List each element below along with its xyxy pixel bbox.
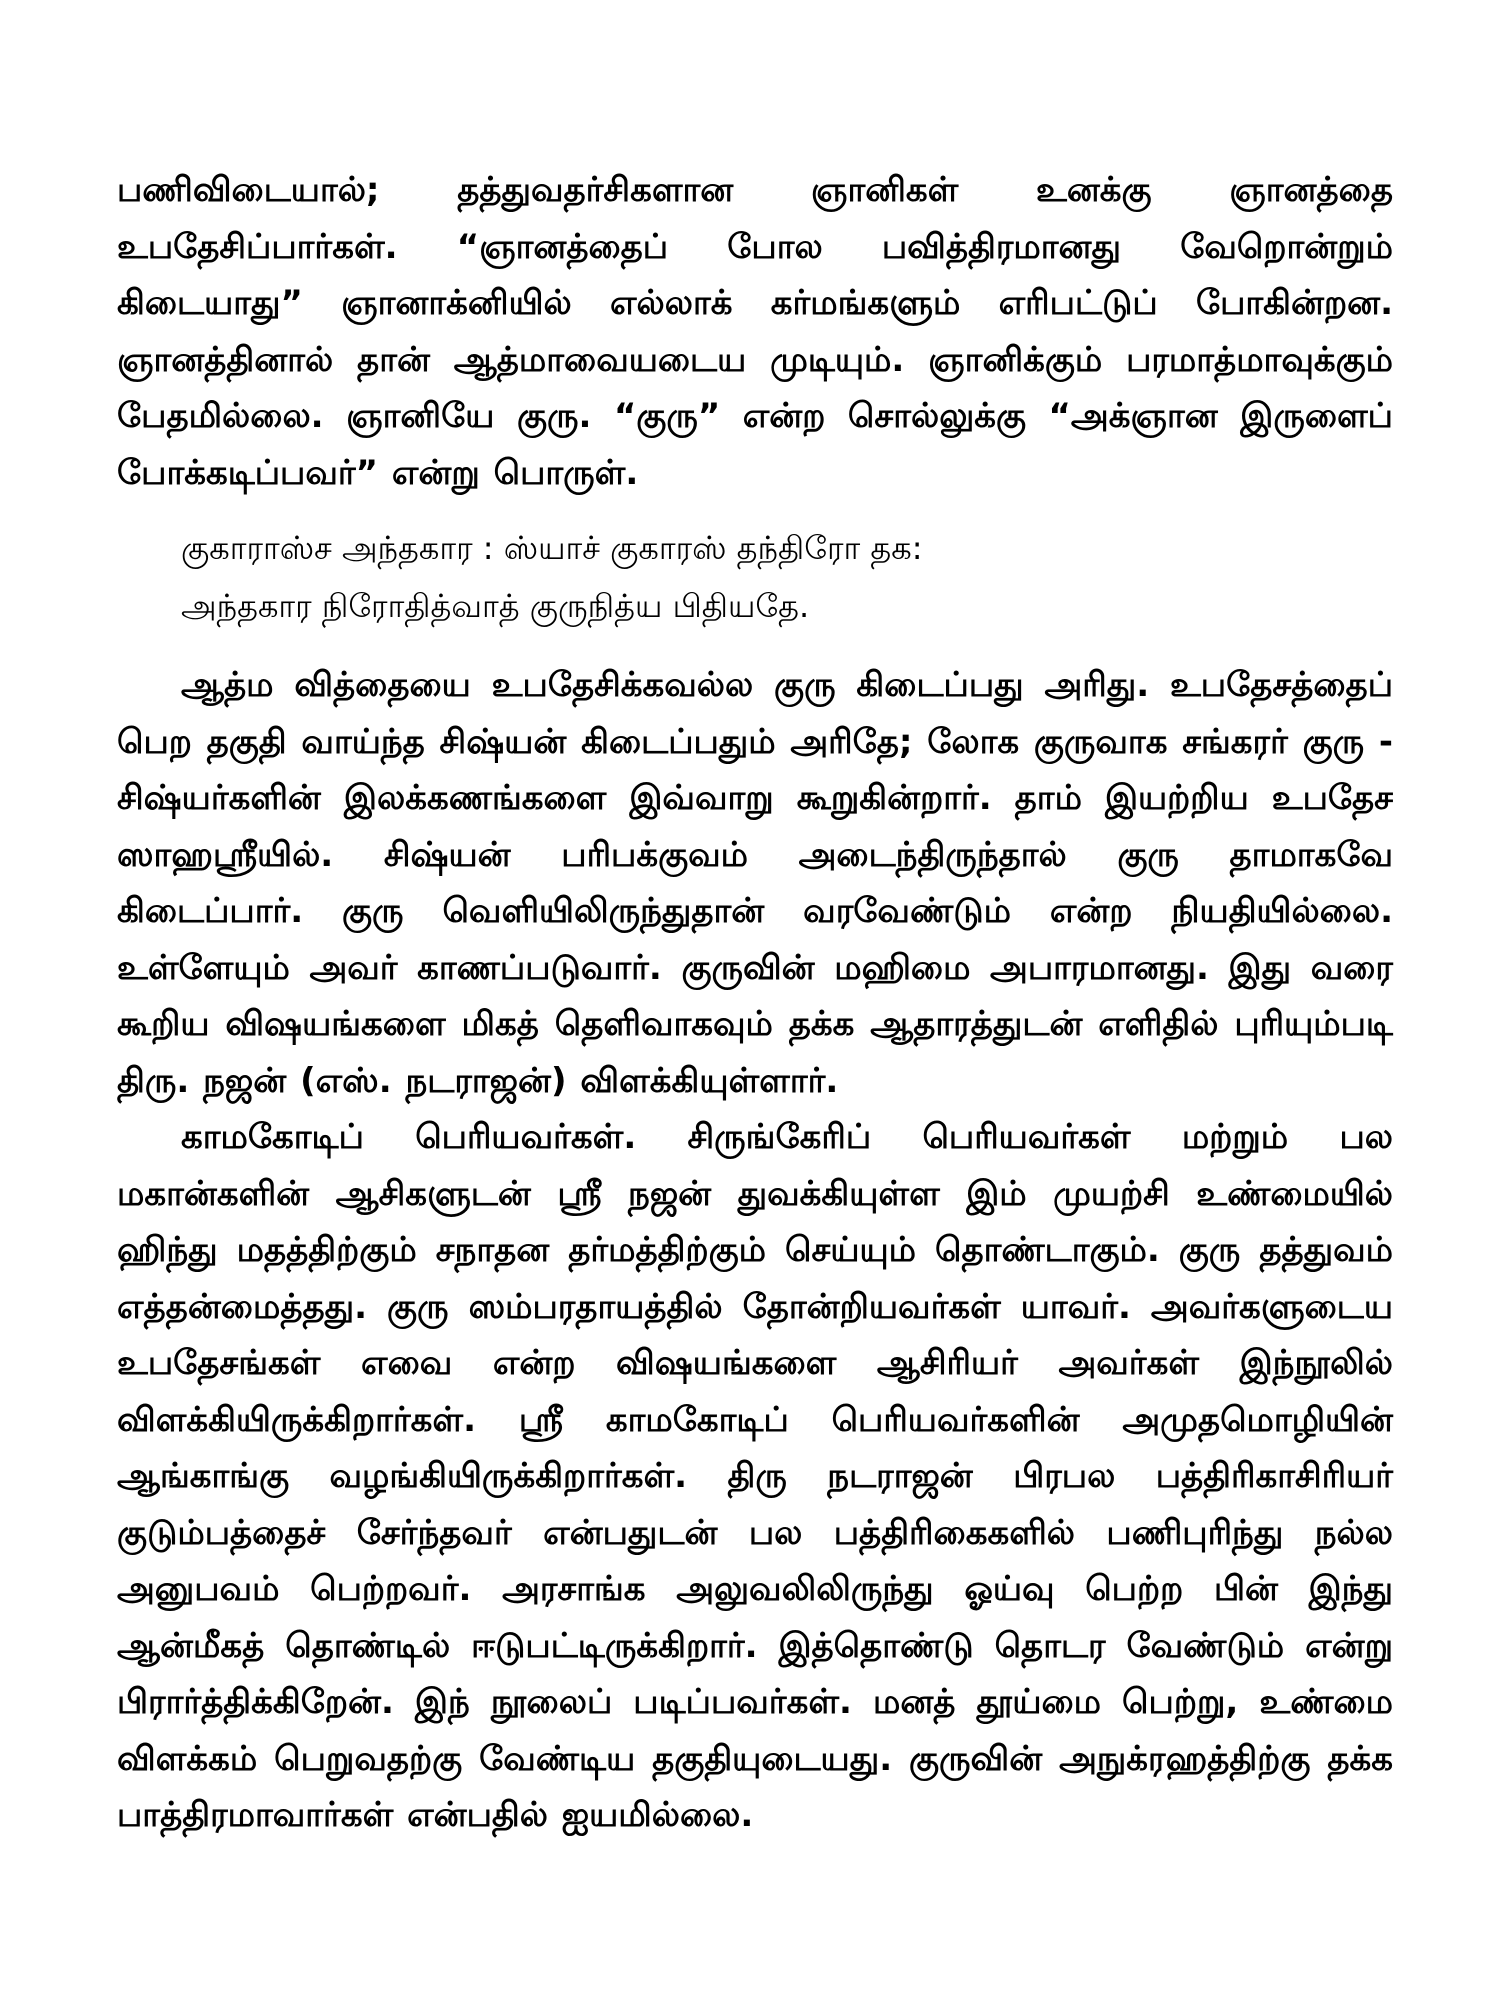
- document-page: [117, 162, 1393, 1844]
- spacer: [117, 501, 1393, 519]
- paragraph-atma-vidya: ஆத்ம வித்தையை உபதேசிக்கவல்ல குரு கிடைப்பது அரிது. உபதேசத்தைப் பெற தகுதி வாய்ந்த சிஷ்யன் கிடைப்பதும் அரிதே; லோக குருவாக சங்கரர் குரு - சிஷ்யர்களின் இலக்கணங்களை இவ்வாறு கூறுகின்றார். தாம் இயற்றிய உபதேச ஸாஹஸ்ரீயில். சிஷ்யன் பரிபக்குவம் அடைந்திருந்தால் குரு தாமாகவே கிடைப்பார். குரு வெளியிலிருந்துதான் வரவேண்டும் என்ற நியதியில்லை. உள்ளேயும் அவர் காணப்படுவார். குருவின் மஹிமை அபாரமானது. இது வரை கூறிய விஷயங்களை மிகத் தெளிவாகவும் தக்க ஆதாரத்துடன் எளிதில் புரியும்படி திரு. நஜன் (எஸ். நடராஜன்) விளக்கியுள்ளார்.: [117, 665, 1393, 1101]
- sanskrit-verse: [117, 519, 1393, 635]
- paragraph-kamakoti: காமகோடிப் பெரியவர்கள். சிருங்கேரிப் பெரியவர்கள் மற்றும் பல மகான்களின் ஆசிகளுடன் ஸ்ரீ நஜன் துவக்கியுள்ள இம் முயற்சி உண்மையில் ஹிந்து மதத்திற்கும் சநாதன தர்மத்திற்கும் செய்யும் தொண்டாகும். குரு தத்துவம் எத்தன்மைத்தது. குரு ஸம்பரதாயத்தில் தோன்றியவர்கள் யாவர். அவர்களுடைய உபதேசங்கள் எவை என்ற விஷயங்களை ஆசிரியர் அவர்கள் இந்நூலில் விளக்கியிருக்கிறார்கள். ஸ்ரீ காமகோடிப் பெரியவர்களின் அமுதமொழியின் ஆங்காங்கு வழங்கியிருக்கிறார்கள். திரு நடராஜன் பிரபல பத்திரிகாசிரியர் குடும்பத்தைச் சேர்ந்தவர் என்பதுடன் பல பத்திரிகைகளில் பணிபுரிந்து நல்ல அனுபவம் பெற்றவர். அரசாங்க அலுவலிலிருந்து ஓய்வு பெற்ற பின் இந்து ஆன்மீகத் தொண்டில் ஈடுபட்டிருக்கிறார். இத்தொண்டு தொடர வேண்டும் என்று பிரார்த்திக்கிறேன். இந் நூலைப் படிப்பவர்கள். மனத் தூய்மை பெற்று, உண்மை விளக்கம் பெறுவதற்கு வேண்டிய தகுதியுடையது. குருவின் அநுக்ரஹத்திற்கு தக்க பாத்திரமாவார்கள் என்பதில் ஐயமில்லை.: [117, 1117, 1393, 1835]
- paragraph-gnana-guru: பணிவிடையால்; தத்துவதர்சிகளான ஞானிகள் உனக்கு ஞானத்தை உபதேசிப்பார்கள். “ஞானத்தைப் போல பவித்திரமானது வேறொன்றும் கிடையாது” ஞானாக்னியில் எல்லாக் கர்மங்களும் எரிபட்டுப் போகின்றன. ஞானத்தினால் தான் ஆத்மாவையடைய முடியும். ஞானிக்கும் பரமாத்மாவுக்கும் பேதமில்லை. ஞானியே குரு. “குரு” என்ற சொல்லுக்கு “அக்ஞான இருளைப் போக்கடிப்பவர்” என்று பொருள்.: [117, 170, 1393, 493]
- verse-line-1: குகாராஸ்ச அந்தகார : ஸ்யாச் குகாரஸ் தந்திரோ தக:: [181, 529, 923, 567]
- spacer: [117, 635, 1393, 657]
- verse-line-2: அந்தகார நிரோதித்வாத் குருநித்ய பிதியதே.: [181, 587, 810, 625]
